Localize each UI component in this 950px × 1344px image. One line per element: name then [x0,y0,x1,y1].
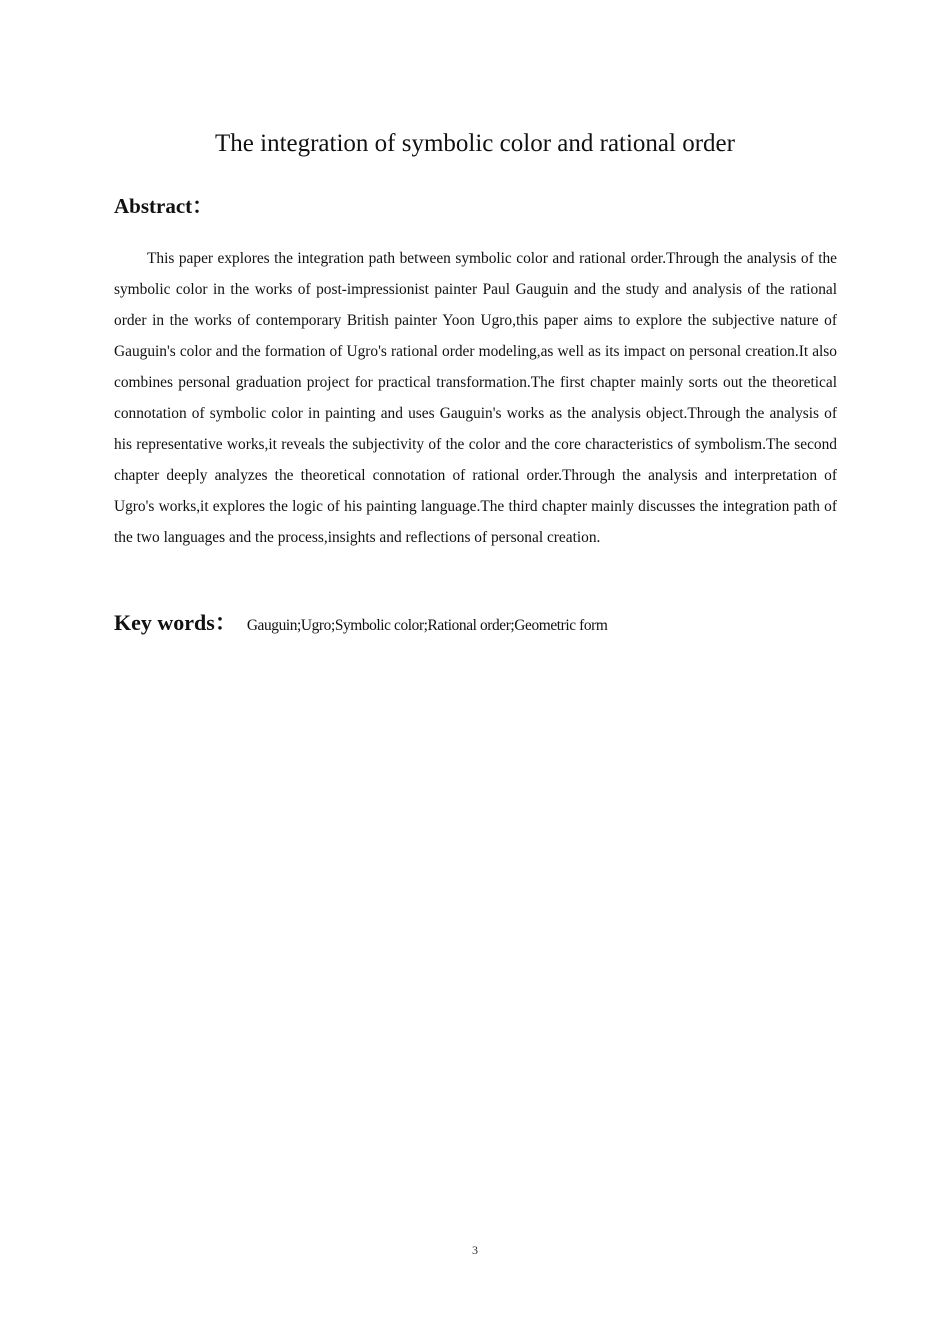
page-number: 3 [472,1243,478,1257]
paper-title: The integration of symbolic color and rational order [215,130,735,157]
keywords-list: Gauguin;Ugro;Symbolic color;Rational order;Geometric form [246,617,608,634]
abstract-body: This paper explores the integration path between symbolic color and rational order.Through the analysis of the symbolic color in the works of post-impressionist painter Paul Gauguin and the study and analysis of the rational order in the works of contemporary British painter Yoon Ugro,this paper aims to explore the subjective nature of Gauguin's color and the formation of Ugro's rational order modeling,as well as its impact on personal creation.It also combines personal graduation project for practical transformation.The first chapter mainly sorts out the theoretical connotation of symbolic color in painting and uses Gauguin's works as the analysis object.Through the analysis of his representative works,it reveals the subjectivity of the color and the core characteristics of symbolism.The second chapter deeply analyzes the theoretical connotation of rational order.Through the analysis and interpretation of Ugro's works,it explores the logic of his painting language.The third chapter mainly discusses the integration path of the two languages and the process,insights and reflections of personal creation. [114,250,837,546]
keywords-section [114,608,837,641]
abstract-heading: Abstract： [114,194,214,218]
keywords-label: Key words： [114,610,237,635]
